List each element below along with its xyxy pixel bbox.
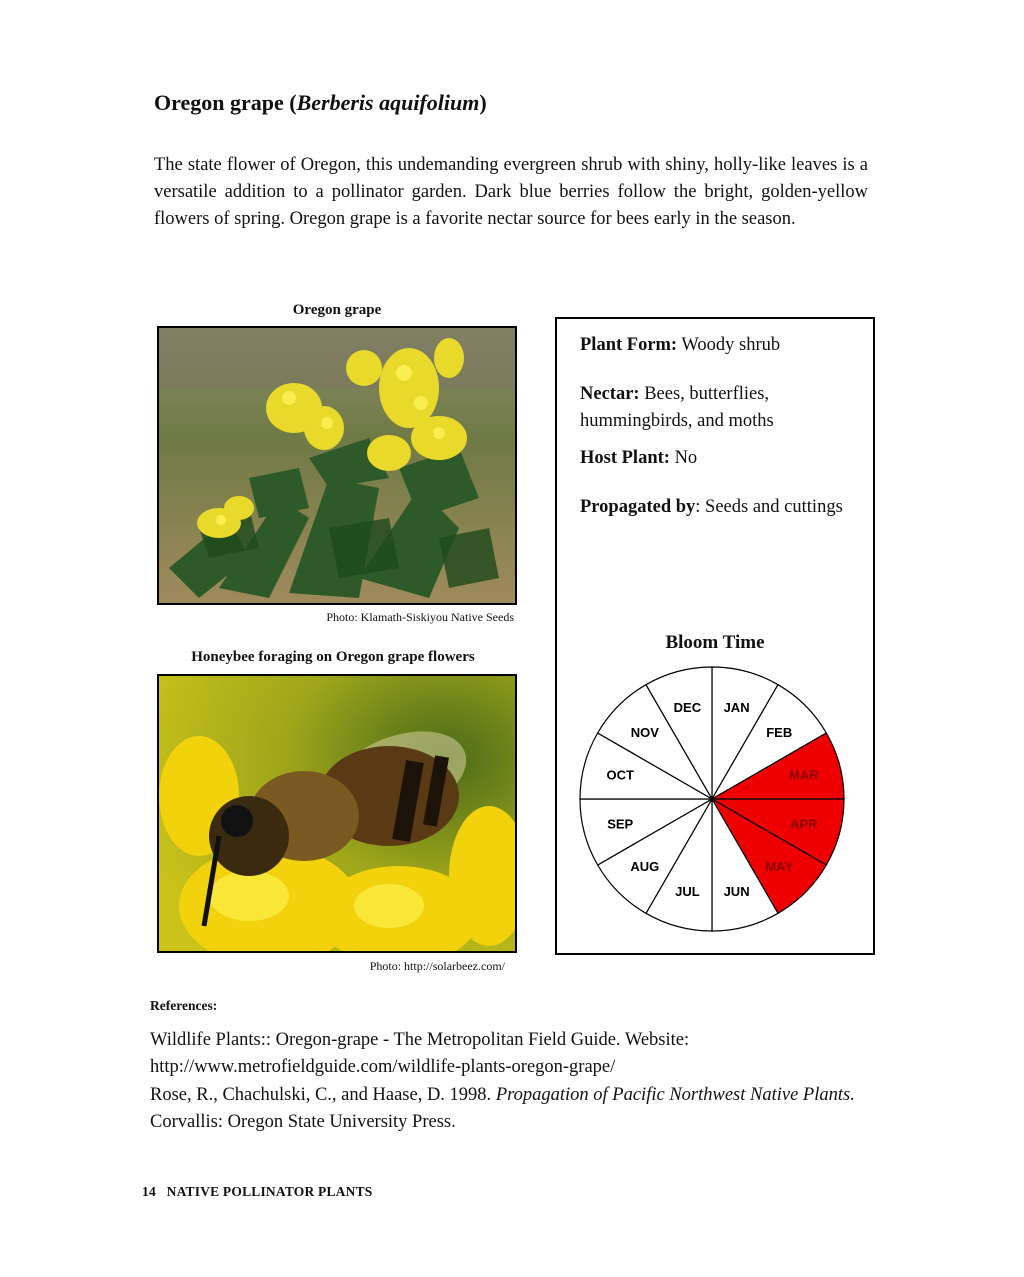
pie-label-apr: APR: [790, 816, 818, 832]
pie-label-jan: JAN: [723, 700, 750, 716]
nectar-row: [580, 381, 860, 435]
reference-2-authors: Rose, R., Chachulski, C., and Haase, D. 1998.: [150, 1085, 496, 1105]
pie-label-jul: JUL: [675, 883, 700, 899]
pie-label-mar: MAR: [788, 767, 819, 783]
bloom-time-pie-chart: [577, 666, 849, 936]
nectar-label: Nectar:: [580, 384, 640, 404]
pie-label-dec: DEC: [673, 700, 702, 716]
propagated-row: [580, 494, 860, 521]
plant-form-row: [580, 332, 860, 359]
pie-label-oct: OCT: [606, 767, 634, 783]
scientific-name: Berberis aquifolium: [296, 90, 480, 115]
honeybee-photo: [157, 674, 517, 953]
plant-info-box: [555, 317, 875, 955]
oregon-grape-photo: [157, 326, 517, 605]
page-title: [154, 90, 487, 116]
nectar-value: Bees, butterflies, hummingbirds, and moths: [580, 384, 774, 431]
reference-2-title: Propagation of Pacific Northwest Native Plants.: [495, 1085, 855, 1105]
pie-label-feb: FEB: [766, 724, 793, 740]
references-heading: References:: [150, 998, 218, 1013]
photo2-caption: Honeybee foraging on Oregon grape flowers: [191, 649, 475, 665]
plant-form-label: Plant Form:: [580, 335, 678, 355]
pie-label-sep: SEP: [607, 816, 634, 832]
page-footer: [142, 1184, 372, 1200]
photo1-caption: Oregon grape: [292, 302, 382, 318]
pie-label-nov: NOV: [630, 724, 659, 740]
oregon-grape-image: [159, 328, 515, 603]
book-title: NATIVE POLLINATOR PLANTS: [166, 1184, 373, 1199]
propagated-value: : Seeds and cuttings: [695, 497, 843, 517]
pie-label-may: MAY: [765, 859, 794, 875]
host-plant-label: Host Plant:: [580, 448, 670, 468]
title-close: ): [479, 90, 487, 115]
page-number: 14: [142, 1184, 156, 1199]
host-plant-row: [580, 445, 860, 472]
pie-label-jun: JUN: [723, 883, 750, 899]
reference-2-publisher: Corvallis: Oregon State University Press.: [150, 1112, 456, 1132]
reference-1: Wildlife Plants:: Oregon-grape - The Metropolitan Field Guide. Website: http://www.metrofieldguide.com/wildlife-plants-oregon-grape/: [150, 1030, 690, 1077]
pie-label-aug: AUG: [630, 859, 660, 875]
plant-form-value: Woody shrub: [677, 335, 781, 355]
intro-paragraph: The state flower of Oregon, this undemanding evergreen shrub with shiny, holly-like leaves is a versatile addition to a pollinator garden. Dark blue berries follow the bright, golden-yellow flowers of spring. Oregon grape is a favorite nectar source for bees early in the season.: [154, 155, 868, 229]
photo1-credit: Photo: Klamath-Siskiyou Native Seeds: [326, 610, 514, 624]
common-name: Oregon grape (: [154, 90, 297, 115]
propagated-label: Propagated by: [580, 497, 696, 517]
bloom-time-title: Bloom Time: [665, 632, 765, 653]
honeybee-image: [159, 676, 515, 951]
photo2-credit: Photo: http://solarbeez.com/: [369, 959, 505, 973]
host-plant-value: No: [669, 448, 698, 468]
reference-2: [150, 1082, 870, 1136]
